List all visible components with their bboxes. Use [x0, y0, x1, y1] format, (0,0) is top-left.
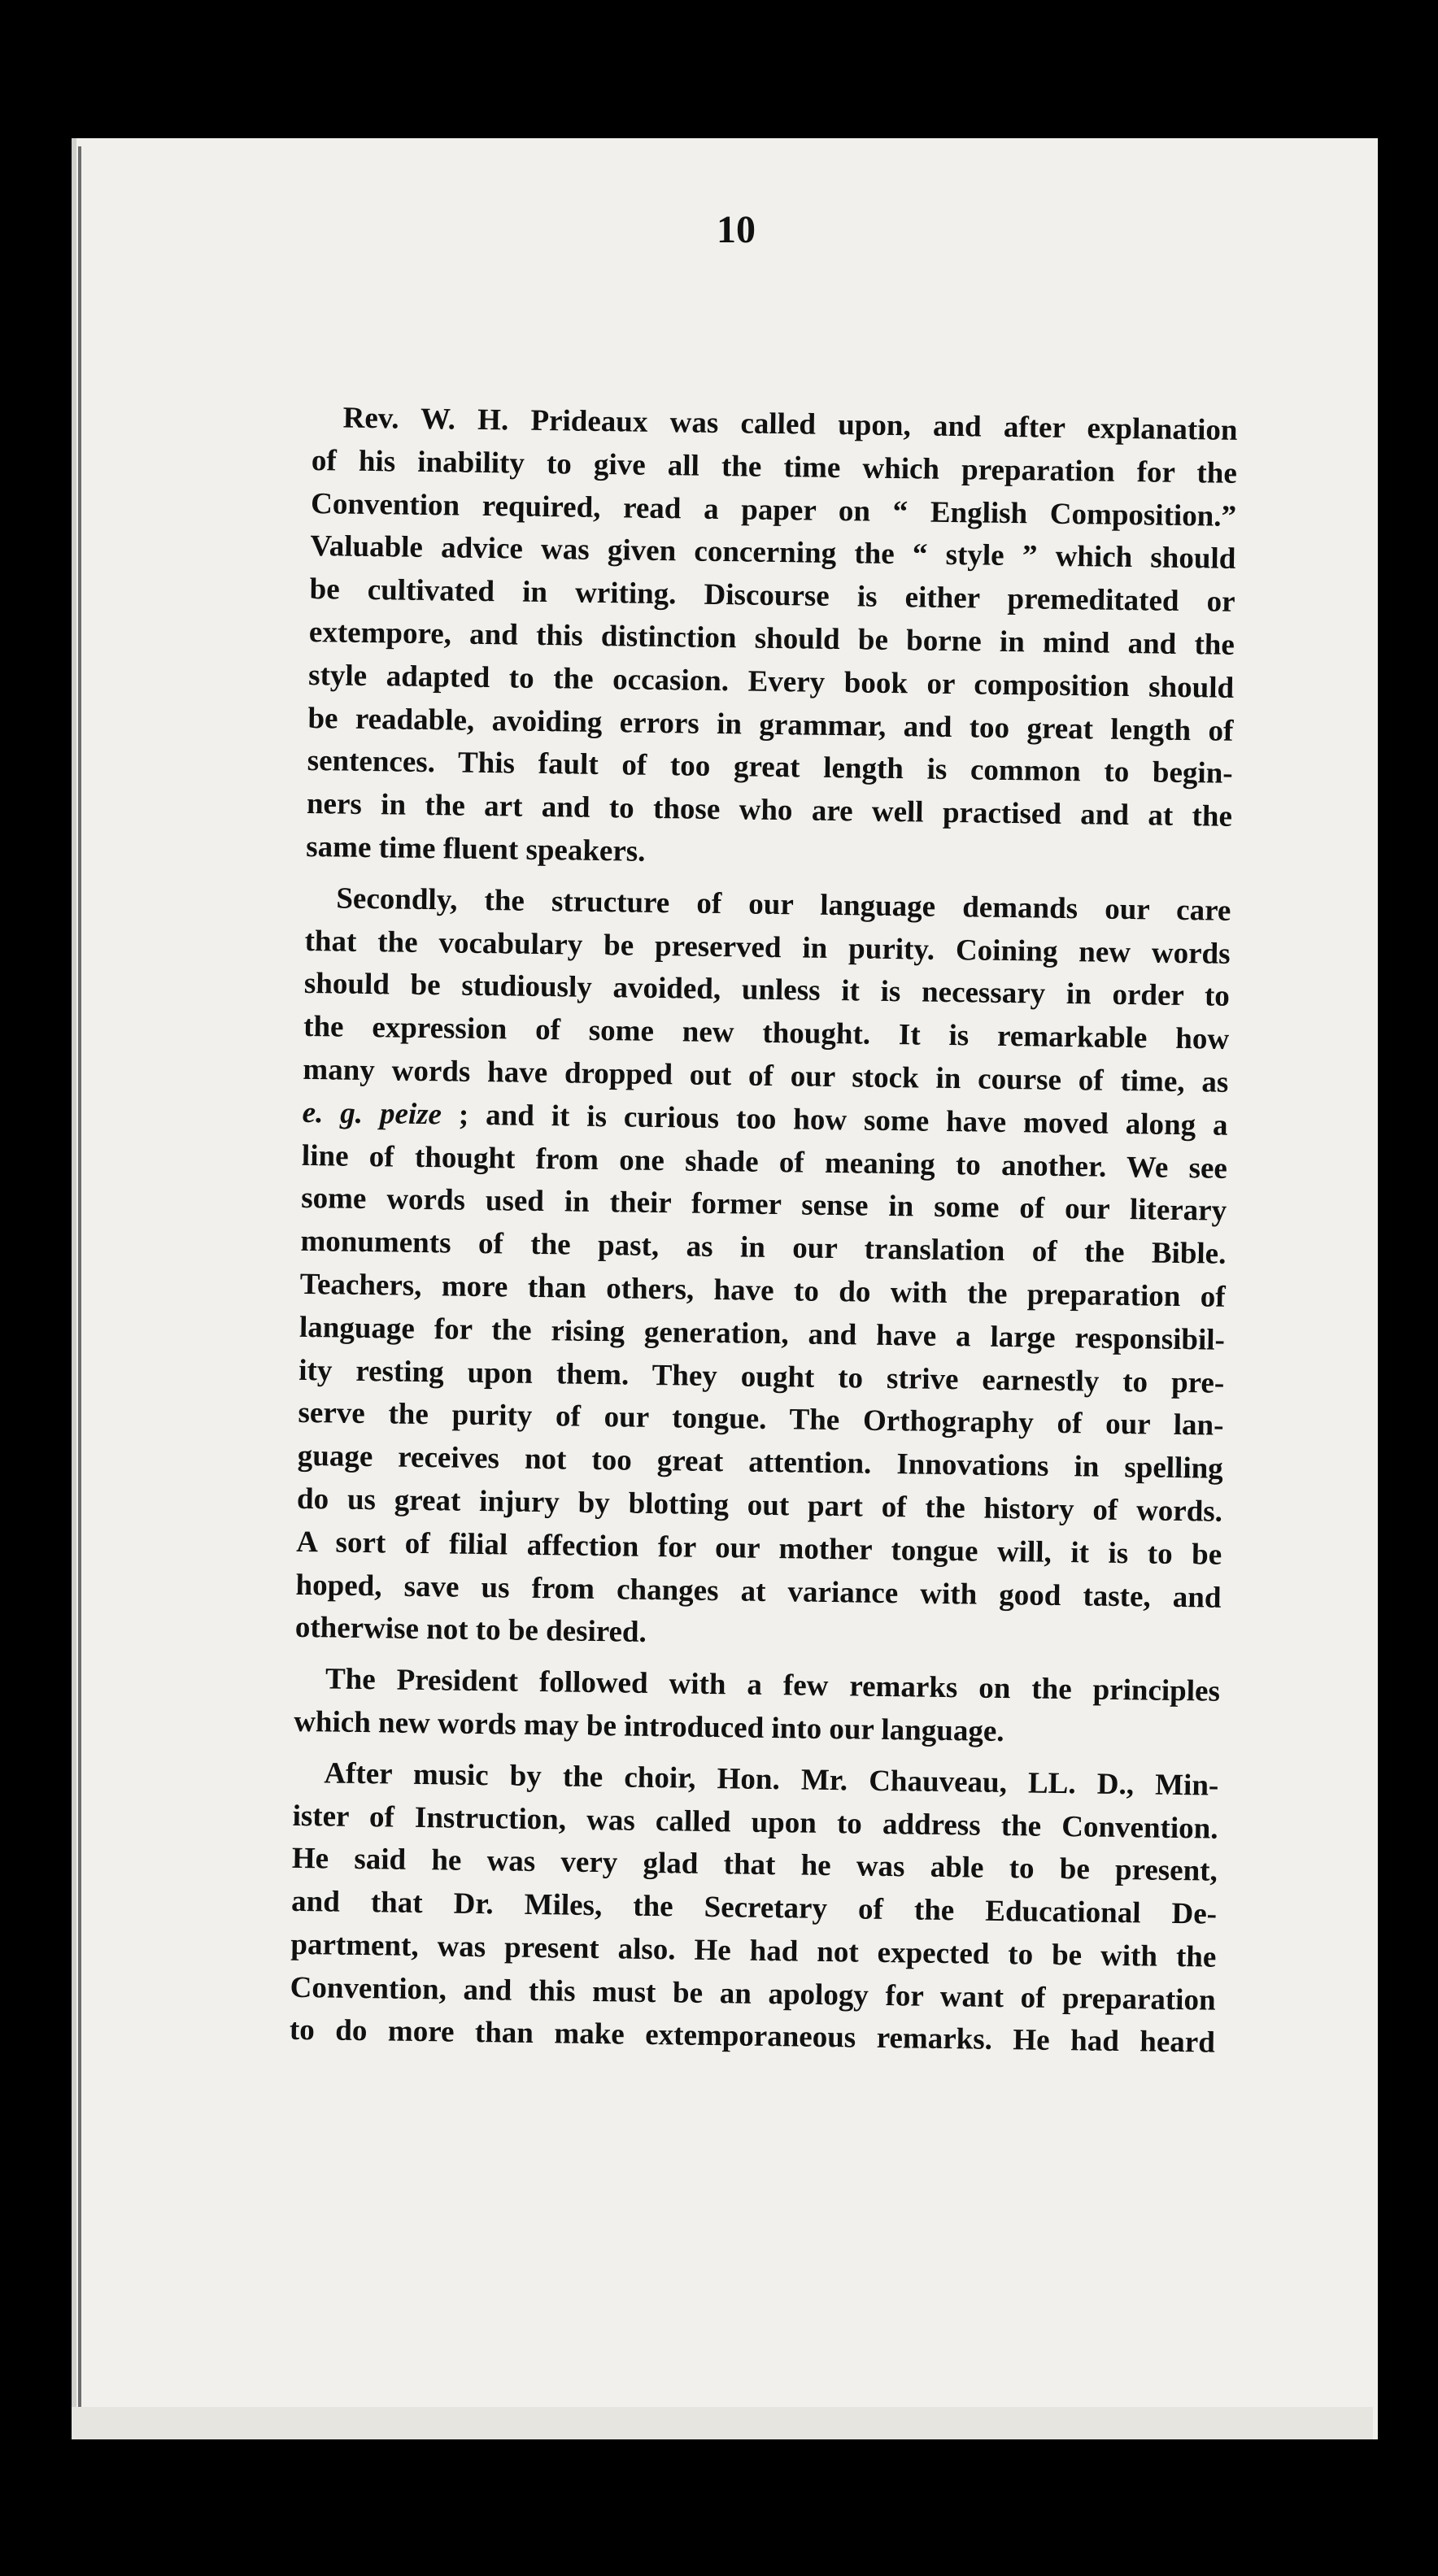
text-line: Convention, and this must be an apology for want of preparation [290, 1970, 1216, 2017]
text-line: some words used in their former sense in some of our literary [300, 1181, 1227, 1229]
page-edge [78, 146, 81, 2431]
text-line: language for the rising generation, and have a large responsibil- [298, 1310, 1226, 1357]
text-line: He said he was very glad that he was able to be present, [291, 1842, 1218, 1889]
text-line: ners in the art and to those who are well practised and at the [306, 787, 1233, 834]
text-line: sentences. This fault of too great length is common to begin- [307, 744, 1233, 791]
text-line: A sort of filial affection for our mother tongue will, it is to be [296, 1525, 1222, 1572]
text-line: do us great injury by blotting out part of the history of words. [296, 1482, 1223, 1529]
text-line: monuments of the past, as in our translation of the Bible. [300, 1225, 1227, 1271]
text-line: and that Dr. Miles, the Secretary of the Educational De- [290, 1884, 1218, 1931]
text-line: Rev. W. H. Prideaux was called upon, and after explanation [342, 401, 1238, 447]
text-line: Secondly, the structure of our language demands our care [336, 881, 1231, 928]
text-line: that the vocabulary be preserved in purity. Coining new words [304, 924, 1231, 971]
paragraph-4 [289, 1752, 1218, 2073]
text-line: of his inability to give all the time which preparation for the [311, 443, 1238, 490]
text-line: Convention required, read a paper on “ English Composition.” [310, 486, 1237, 533]
text-line: The President followed with a few remarks on the principles [325, 1662, 1221, 1708]
text-line: be cultivated in writing. Discourse is either premeditated or [309, 572, 1235, 620]
text-line: which new words may be introduced into our language. [293, 1704, 1004, 1748]
text-line: otherwise not to be desired. [294, 1611, 647, 1650]
page-number: 10 [717, 208, 756, 251]
text-line: ity resting upon them. They ought to strive earnestly to pre- [298, 1353, 1225, 1400]
text-line: same time fluent speakers. [305, 829, 646, 868]
text-line: to do more than make extemporaneous remarks. He had heard [289, 2013, 1216, 2060]
text-line: style adapted to the occasion. Every book or composition should [307, 658, 1235, 705]
text-line: Valuable advice was given concerning the “ style ” which should [310, 529, 1236, 577]
paragraph-3 [294, 1658, 1221, 1764]
text-line: serve the purity of our tongue. The Orthography of our lan- [298, 1396, 1224, 1443]
paragraph-2 [294, 877, 1231, 1671]
text-line: be readable, avoiding errors in grammar, and too great length of [307, 701, 1234, 748]
text-line: many words have dropped out of our stock in course of time, as [303, 1052, 1229, 1099]
text-line: partment, was present also. He had not expected to be with the [290, 1927, 1217, 1974]
text-line: guage receives not too great attention. Innovations in spelling [297, 1439, 1223, 1486]
text-line: the expression of some new thought. It is remarkable how [303, 1010, 1230, 1056]
text-line: After music by the choir, Hon. Mr. Chauveau, LL. D., Min- [324, 1756, 1219, 1803]
text-line: should be studiously avoided, unless it is necessary in order to [303, 967, 1231, 1014]
text-line: hoped, save us from changes at variance with good taste, and [295, 1568, 1222, 1615]
text-line: Teachers, more than others, have to do with the preparation of [299, 1267, 1226, 1314]
page-bottom-edge [72, 2407, 1373, 2439]
text-line: extempore, and this distinction should be borne in mind and the [308, 615, 1235, 662]
text-line-italic-example: e. g. peize ; and it is curious too how some have moved along a [302, 1095, 1228, 1142]
text-line: line of thought from one shade of meaning to another. We see [301, 1138, 1228, 1186]
paragraph-1 [306, 397, 1238, 890]
text-line: ister of Instruction, was called upon to address the Convention. [292, 1799, 1218, 1846]
body-text [289, 397, 1237, 2073]
